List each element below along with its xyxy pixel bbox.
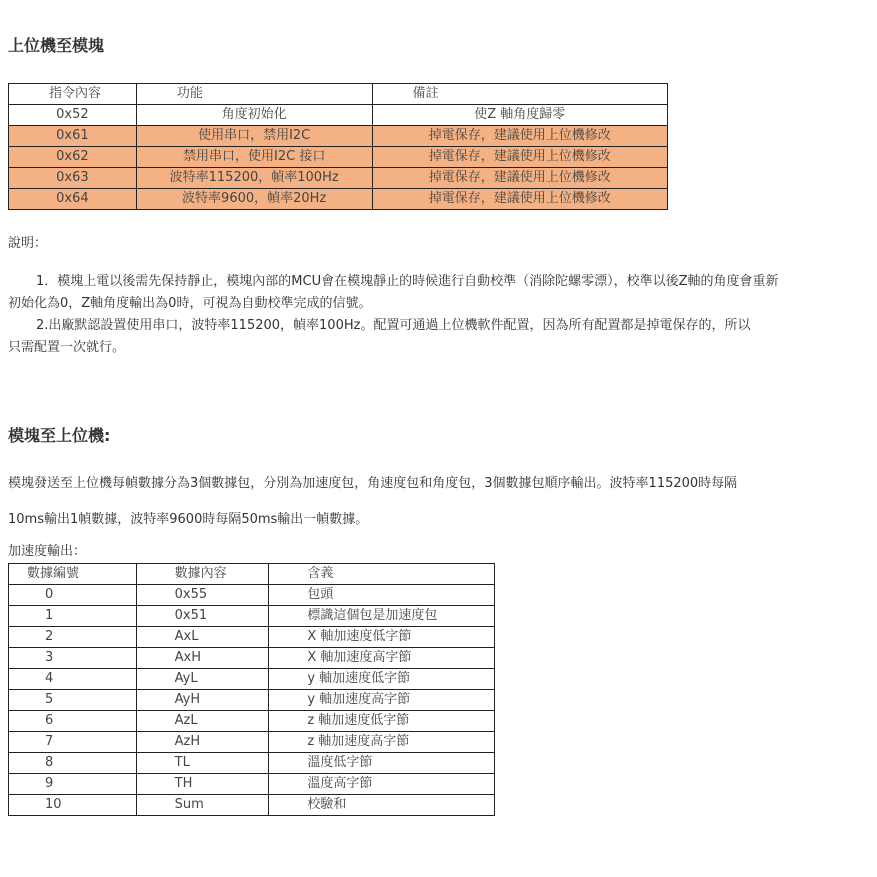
content-cell: AzL xyxy=(136,711,269,732)
no-cell: 5 xyxy=(9,690,137,711)
meaning-cell: z 軸加速度高字節 xyxy=(269,732,495,753)
note1-line2: 初始化為0，Z軸角度輸出為0時，可視為自動校準完成的信號。 xyxy=(8,296,372,311)
note-cell: 掉電保存，建議使用上位機修改 xyxy=(372,189,667,210)
content-cell: AxL xyxy=(136,627,269,648)
table-row xyxy=(9,168,668,189)
table-row xyxy=(9,711,495,732)
content-cell: Sum xyxy=(136,795,269,816)
table-row xyxy=(9,795,495,816)
content-cell: AyL xyxy=(136,669,269,690)
cmd-cell: 0x52 xyxy=(9,105,137,126)
cmd-cell: 0x63 xyxy=(9,168,137,189)
table-row xyxy=(9,732,495,753)
table-row xyxy=(9,126,668,147)
meaning-cell: 校驗和 xyxy=(269,795,495,816)
no-cell: 2 xyxy=(9,627,137,648)
section1-heading: 上位機至模塊 xyxy=(8,36,105,55)
meaning-cell: X 軸加速度低字節 xyxy=(269,627,495,648)
note-cell: 掉電保存，建議使用上位機修改 xyxy=(372,126,667,147)
table-row xyxy=(9,648,495,669)
note-cell: 使Z 軸角度歸零 xyxy=(372,105,667,126)
command-table xyxy=(8,83,668,210)
section2-heading: 模塊至上位機: xyxy=(8,426,111,445)
table-row xyxy=(9,690,495,711)
note-cell: 掉電保存，建議使用上位機修改 xyxy=(372,168,667,189)
no-cell: 3 xyxy=(9,648,137,669)
no-cell: 8 xyxy=(9,753,137,774)
func-cell: 波特率115200，幀率100Hz xyxy=(136,168,372,189)
accel-table xyxy=(8,563,495,816)
accel-table-header xyxy=(9,564,495,585)
table-row xyxy=(9,606,495,627)
table-row xyxy=(9,147,668,168)
content-cell: AzH xyxy=(136,732,269,753)
note-cell: 掉電保存，建議使用上位機修改 xyxy=(372,147,667,168)
table-row xyxy=(9,585,495,606)
cmd-cell: 0x62 xyxy=(9,147,137,168)
meaning-cell: 標識這個包是加速度包 xyxy=(269,606,495,627)
content-cell: AxH xyxy=(136,648,269,669)
func-cell: 波特率9600，幀率20Hz xyxy=(136,189,372,210)
meaning-cell: z 軸加速度低字節 xyxy=(269,711,495,732)
func-cell: 使用串口，禁用I2C xyxy=(136,126,372,147)
meaning-cell: X 軸加速度高字節 xyxy=(269,648,495,669)
no-cell: 9 xyxy=(9,774,137,795)
func-cell: 角度初始化 xyxy=(136,105,372,126)
content-cell: 0x51 xyxy=(136,606,269,627)
content-cell: TL xyxy=(136,753,269,774)
table-row xyxy=(9,669,495,690)
table-row xyxy=(9,774,495,795)
no-cell: 6 xyxy=(9,711,137,732)
no-cell: 4 xyxy=(9,669,137,690)
meaning-cell: y 軸加速度低字節 xyxy=(269,669,495,690)
explain-label: 說明： xyxy=(8,236,48,251)
section2-para-line2: 10ms輸出1幀數據，波特率9600時每隔50ms輸出一幀數據。 xyxy=(8,512,369,527)
cmd-cell: 0x64 xyxy=(9,189,137,210)
no-cell: 1 xyxy=(9,606,137,627)
header-func: 功能 xyxy=(136,84,372,105)
note2-line1: 2.出廠默認設置使用串口，波特率115200，幀率100Hz。配置可通過上位機軟件配置，因為所有配置都是掉電保存的，所以 xyxy=(36,318,751,333)
meaning-cell: y 軸加速度高字節 xyxy=(269,690,495,711)
section2-para-line1: 模塊發送至上位機每幀數據分為3個數據包，分別為加速度包，角速度包和角度包，3個數據包順序輸出。波特率115200時每隔 xyxy=(8,476,738,491)
content-cell: 0x55 xyxy=(136,585,269,606)
content-cell: AyH xyxy=(136,690,269,711)
cmd-cell: 0x61 xyxy=(9,126,137,147)
table-row xyxy=(9,753,495,774)
header-note: 備註 xyxy=(372,84,667,105)
no-cell: 10 xyxy=(9,795,137,816)
header-cmd: 指令內容 xyxy=(9,84,137,105)
note1-line1: 1．模塊上電以後需先保持靜止，模塊內部的MCU會在模塊靜止的時候進行自動校準（消除陀螺零漂），校準以後Z軸的角度會重新 xyxy=(36,274,779,289)
table-row xyxy=(9,189,668,210)
meaning-cell: 溫度低字節 xyxy=(269,753,495,774)
accel-label: 加速度輸出： xyxy=(8,544,87,559)
header-content: 數據內容 xyxy=(136,564,269,585)
content-cell: TH xyxy=(136,774,269,795)
func-cell: 禁用串口，使用I2C 接口 xyxy=(136,147,372,168)
note2-line2: 只需配置一次就行。 xyxy=(8,340,126,355)
meaning-cell: 溫度高字節 xyxy=(269,774,495,795)
no-cell: 0 xyxy=(9,585,137,606)
header-no: 數據編號 xyxy=(9,564,137,585)
table-row xyxy=(9,105,668,126)
table-row xyxy=(9,627,495,648)
header-meaning: 含義 xyxy=(269,564,495,585)
no-cell: 7 xyxy=(9,732,137,753)
meaning-cell: 包頭 xyxy=(269,585,495,606)
command-table-header xyxy=(9,84,668,105)
